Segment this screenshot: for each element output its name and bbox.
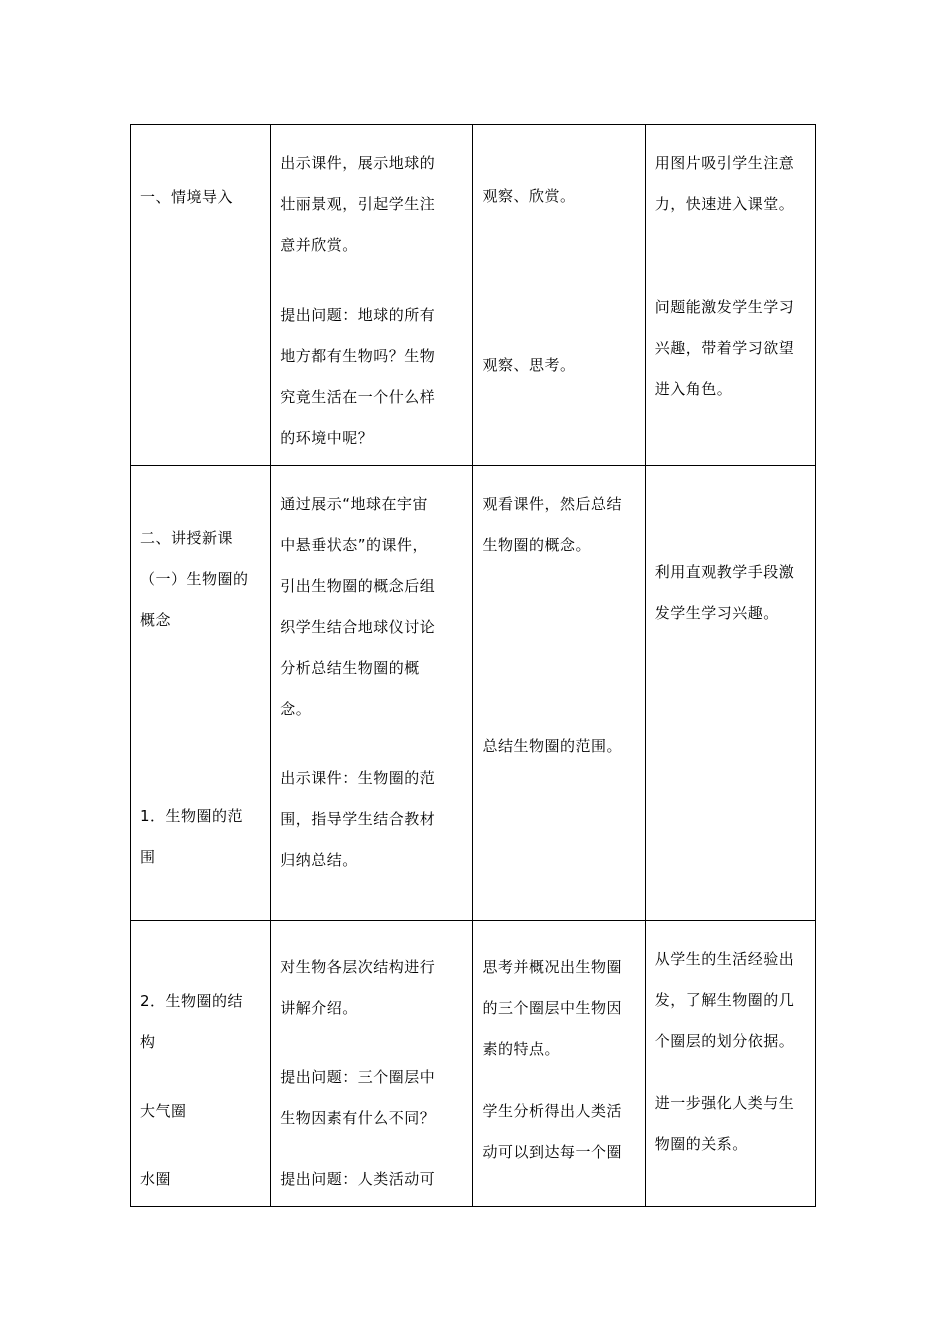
lesson-plan-table [130,124,816,1207]
text-line: 用图片吸引学生注意 [654,154,795,172]
text-line: 1．生物圈的范 [140,807,244,825]
stage-text [140,981,243,1063]
text-line: 个圈层的划分依据。 [654,1032,795,1050]
text-line: 提出问题：地球的所有 [280,306,436,324]
text-line: 总结生物圈的范围。 [482,737,622,755]
stage-cell [131,466,271,921]
text-line: 观看课件，然后总结 [482,495,622,513]
teacher-text [280,484,435,730]
stage-text [140,1091,187,1132]
text-line: 水圈 [140,1170,172,1188]
table-row [131,921,816,1207]
stage-text [140,518,249,641]
student-text [482,176,575,217]
text-line: 究竟生活在一个什么样 [280,388,436,406]
intent-text [655,552,795,634]
text-line: 地方都有生物吗？生物 [280,347,436,365]
text-line: 兴趣，带着学习欲望 [654,339,795,357]
teacher-text [280,143,435,266]
text-line: （一）生物圈的 [140,570,249,588]
text-line: 思考并概况出生物圈 [482,958,622,976]
design-intent-cell [645,125,815,466]
text-line: 围，指导学生结合教材 [280,810,436,828]
teacher-text [280,295,435,459]
teacher-activity-cell [271,921,473,1207]
teacher-text [280,947,435,1029]
intent-text [655,939,795,1062]
text-line: 构 [140,1033,156,1051]
text-line: 中悬垂状态”的课件， [280,536,428,554]
text-line: 素的特点。 [482,1040,560,1058]
text-line: 观察、思考。 [482,356,576,374]
text-line: 归纳总结。 [280,851,358,869]
student-text [482,1091,622,1173]
text-line: 引出生物圈的概念后组 [280,577,436,595]
text-line: 意并欣赏。 [280,236,358,254]
stage-text [140,796,243,878]
text-line: 从学生的生活经验出 [654,950,795,968]
text-line: 生物圈的概念。 [482,536,591,554]
stage-text [140,1159,171,1200]
text-line: 的环境中呢？ [280,429,374,447]
teacher-text [280,1057,435,1139]
text-line: 的三个圈层中生物因 [482,999,622,1017]
text-line: 大气圈 [140,1102,187,1120]
text-line: 力，快速进入课堂。 [654,195,795,213]
design-intent-cell [645,466,815,921]
text-line: 动可以到达每一个圈 [482,1143,622,1161]
text-line: 提出问题：人类活动可 [280,1170,436,1188]
intent-text [655,143,795,225]
text-line: 学生分析得出人类活 [482,1102,622,1120]
text-line: 进入角色。 [654,380,733,398]
text-line: 概念 [140,611,172,629]
text-line: 问题能激发学生学习 [654,298,795,316]
text-line: 二、讲授新课 [140,529,234,547]
stage-text [140,177,233,218]
teacher-activity-cell [271,125,473,466]
text-line: 通过展示“地球在宇宙 [280,495,428,513]
text-line: 出示课件，展示地球的 [280,154,436,172]
text-line: 观察、欣赏。 [482,187,576,205]
intent-text [655,1083,795,1165]
text-line: 分析总结生物圈的概 [280,659,420,677]
student-text [482,345,575,386]
teacher-text [280,1159,435,1200]
stage-cell [131,125,271,466]
text-line: 对生物各层次结构进行 [280,958,436,976]
text-line: 出示课件：生物圈的范 [280,769,436,787]
table-row [131,466,816,921]
teacher-activity-cell [271,466,473,921]
text-line: 一、情境导入 [140,188,234,206]
text-line: 物圈的关系。 [654,1135,748,1153]
text-line: 讲解介绍。 [280,999,358,1017]
text-line: 2．生物圈的结 [140,992,244,1010]
intent-text [655,287,795,410]
text-line: 进一步强化人类与生 [654,1094,795,1112]
student-activity-cell [473,921,645,1207]
text-line: 壮丽景观，引起学生注 [280,195,436,213]
text-line: 念。 [280,700,312,718]
text-line: 提出问题：三个圈层中 [280,1068,436,1086]
text-line: 织学生结合地球仪讨论 [280,618,436,636]
table-row [131,125,816,466]
teacher-text [280,758,435,881]
student-text [482,484,622,566]
text-line: 利用直观教学手段激 [654,563,795,581]
student-activity-cell [473,125,645,466]
text-line: 发，了解生物圈的几 [654,991,795,1009]
text-line: 围 [140,848,156,866]
student-text [482,726,622,767]
student-text [482,947,622,1070]
student-activity-cell [473,466,645,921]
stage-cell [131,921,271,1207]
text-line: 生物因素有什么不同？ [280,1109,436,1127]
text-line: 发学生学习兴趣。 [654,604,779,622]
design-intent-cell [645,921,815,1207]
